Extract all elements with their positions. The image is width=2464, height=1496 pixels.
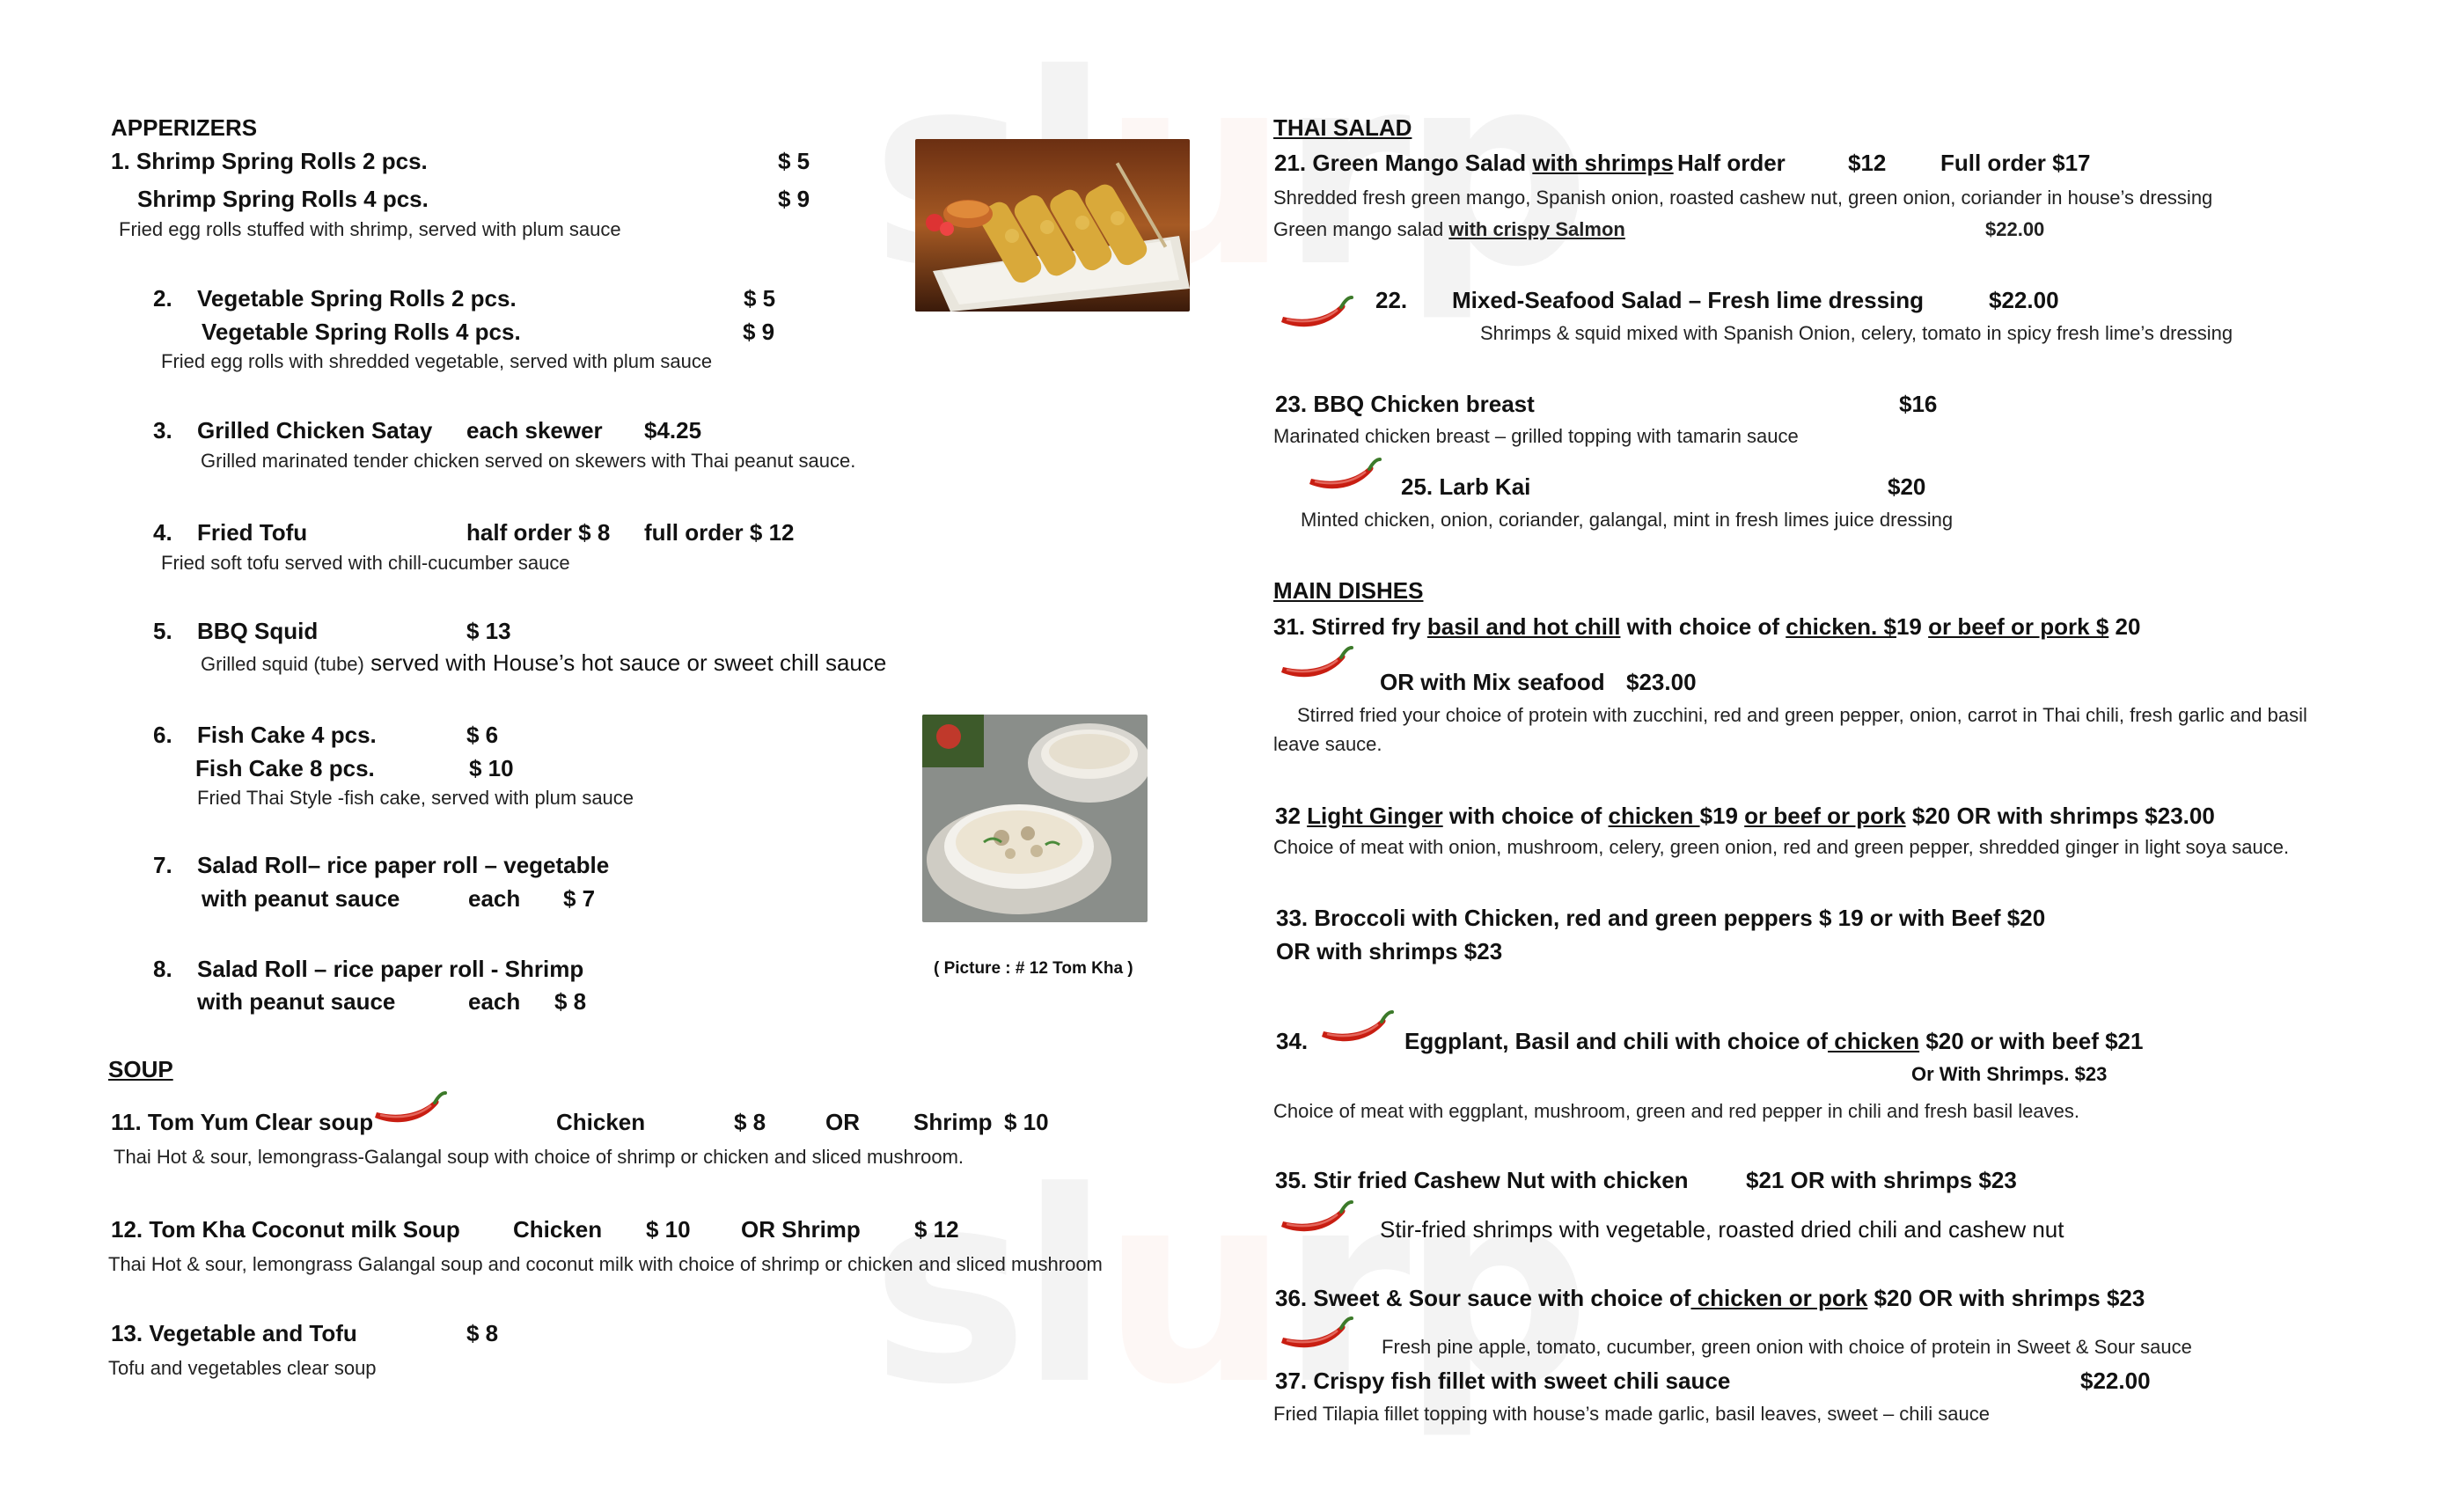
- menu-item-name: 13. Vegetable and Tofu: [111, 1320, 357, 1346]
- menu-item-price: $ 7: [563, 885, 596, 912]
- menu-item-name-part: with choice of: [1442, 803, 1609, 829]
- menu-item-price: $ 10: [1004, 1109, 1049, 1135]
- menu-item-price: $ 12: [914, 1216, 959, 1243]
- menu-item-price: $16: [1899, 391, 1938, 417]
- menu-item-description: Thai Hot & sour, lemongrass Galangal soup and coconut milk with choice of shrimp or chicken and sliced mushroom: [108, 1253, 1103, 1275]
- menu-item-name: Salad Roll – rice paper roll - Shrimp: [197, 956, 584, 982]
- menu-item-option: Chicken: [556, 1109, 646, 1135]
- menu-item-name-part: 31. Stirred fry: [1273, 613, 1427, 640]
- menu-item-variant: [1273, 218, 1625, 241]
- menu-item-price: $ 6: [466, 722, 499, 748]
- menu-item-name-part: with choice of: [1620, 613, 1786, 640]
- menu-item-option: Or With Shrimps. $23: [1911, 1063, 2108, 1085]
- menu-item-number: 34.: [1276, 1028, 1309, 1054]
- menu-item-name-part: Light Ginger: [1307, 803, 1443, 829]
- menu-item-description: Fried Thai Style -fish cake, served with plum sauce: [197, 787, 634, 809]
- chili-pepper-icon: [1276, 292, 1355, 336]
- menu-item-name-part: or beef or pork: [1744, 803, 1906, 829]
- section-heading-thai-salad: THAI SALAD: [1273, 114, 1412, 141]
- menu-item-description: Shredded fresh green mango, Spanish onion, roasted cashew nut, green onion, coriander in house’s dressing: [1273, 187, 2213, 209]
- menu-item-price: $23.00: [1626, 669, 1697, 695]
- menu-item-price: $22.00: [2080, 1368, 2151, 1394]
- menu-item-price: $ 8: [734, 1109, 766, 1135]
- menu-item-name: Fish Cake 4 pcs.: [197, 722, 377, 748]
- menu-item-description: Fried egg rolls with shredded vegetable, served with plum sauce: [161, 350, 713, 372]
- menu-item-price: $ 8: [554, 988, 587, 1015]
- menu-item-name-part: chicken. $: [1786, 613, 1896, 640]
- menu-item-description: Fried egg rolls stuffed with shrimp, served with plum sauce: [119, 218, 621, 240]
- menu-item-name-part: $19: [1699, 803, 1745, 829]
- menu-item-name: Shrimp Spring Rolls 4 pcs.: [137, 186, 429, 212]
- menu-item-name: [1274, 150, 1674, 177]
- section-heading-soup: SOUP: [108, 1056, 173, 1082]
- menu-item-price: $ 5: [778, 148, 810, 174]
- menu-item-option: OR Shrimp: [741, 1216, 861, 1243]
- section-heading-main-dishes: MAIN DISHES: [1273, 577, 1424, 604]
- menu-item-description: leave sauce.: [1273, 733, 1382, 755]
- menu-item-price: $4.25: [644, 417, 702, 444]
- menu-item-description: Choice of meat with eggplant, mushroom, green and red pepper in chili and fresh basil leaves.: [1273, 1100, 2079, 1122]
- menu-item-name-part: 21. Green Mango Salad: [1274, 150, 1533, 176]
- menu-item-description: Tofu and vegetables clear soup: [108, 1357, 377, 1379]
- menu-item-name: 33. Broccoli with Chicken, red and green peppers $ 19 or with Beef $20: [1276, 905, 2046, 931]
- menu-item-name-part: chicken: [1608, 803, 1700, 829]
- menu-item-description: Marinated chicken breast – grilled topping with tamarin sauce: [1273, 425, 1799, 447]
- menu-item-price-full: full order $ 12: [644, 519, 795, 546]
- menu-item-name: Vegetable Spring Rolls 4 pcs.: [202, 319, 521, 345]
- menu-item-name: 37. Crispy fish fillet with sweet chili sauce: [1275, 1368, 1731, 1394]
- menu-item-number: 22.: [1375, 287, 1408, 313]
- menu-item-name: BBQ Squid: [197, 618, 319, 644]
- menu-item-name: 25. Larb Kai: [1401, 473, 1531, 500]
- chili-pepper-icon: [1316, 1007, 1396, 1051]
- menu-item-name: [1275, 1285, 2145, 1312]
- chili-pepper-icon: [1304, 454, 1383, 498]
- menu-item-number: 5.: [153, 618, 172, 644]
- menu-item-name-part: 19: [1896, 613, 1929, 640]
- menu-item-description: Stirred fried your choice of protein with zucchini, red and green pepper, onion, carrot in Thai chili, fresh garlic and basil: [1297, 704, 2307, 726]
- menu-item-description: Fried soft tofu served with chill-cucumber sauce: [161, 552, 570, 574]
- menu-item-name: 35. Stir fried Cashew Nut with chicken: [1275, 1167, 1689, 1193]
- menu-item-description: Grilled marinated tender chicken served on skewers with Thai peanut sauce.: [201, 450, 856, 472]
- menu-item-description: Stir-fried shrimps with vegetable, roasted dried chili and cashew nut: [1380, 1216, 2064, 1243]
- menu-item-number: 8.: [153, 956, 172, 982]
- menu-item-name: Fish Cake 8 pcs.: [195, 755, 375, 781]
- menu-item-description: Choice of meat with onion, mushroom, celery, green onion, red and green pepper, shredded ginger in light soya sauce.: [1273, 836, 2290, 858]
- menu-item-number: 3.: [153, 417, 172, 444]
- menu-item-price: $ 9: [743, 319, 775, 345]
- menu-item-name-part: $20 OR with shrimps $23.00: [1905, 803, 2215, 829]
- menu-item-name: 23. BBQ Chicken breast: [1275, 391, 1535, 417]
- menu-item-name: with peanut sauce: [197, 988, 396, 1015]
- menu-item-name: Vegetable Spring Rolls 2 pcs.: [197, 285, 517, 312]
- chili-pepper-icon: [370, 1088, 449, 1132]
- menu-item-name: [1404, 1028, 2143, 1055]
- menu-item-name-part: 20: [2108, 613, 2141, 640]
- menu-item-number: 4.: [153, 519, 172, 546]
- menu-item-name-part: basil and hot chill: [1426, 613, 1621, 640]
- menu-item-name-part: with shrimps: [1532, 150, 1674, 176]
- menu-item-name-part: chicken: [1828, 1028, 1920, 1054]
- menu-item-name: with peanut sauce: [202, 885, 400, 912]
- menu-item-name: Mixed-Seafood Salad – Fresh lime dressing: [1452, 287, 1925, 313]
- menu-item-name-part: $20 OR with shrimps $23: [1867, 1285, 2145, 1311]
- menu-item-price: $20: [1888, 473, 1926, 500]
- chili-pepper-icon: [1276, 642, 1355, 686]
- menu-item-name: Fried Tofu: [197, 519, 308, 546]
- menu-item-price: $ 9: [778, 186, 810, 212]
- menu-item-number: 6.: [153, 722, 172, 748]
- menu-item-name: Grilled Chicken Satay: [197, 417, 433, 444]
- menu-item-unit: each skewer: [466, 417, 603, 444]
- menu-item-description: [201, 649, 886, 677]
- menu-item-name-part: $20 or with beef $21: [1919, 1028, 2144, 1054]
- menu-item-name-part: chicken or pork: [1690, 1285, 1868, 1311]
- menu-item-name: 11. Tom Yum Clear soup: [111, 1109, 374, 1135]
- menu-item-description: Shrimps & squid mixed with Spanish Onion, celery, tomato in spicy fresh lime’s dressing: [1480, 322, 2233, 344]
- menu-item-name: Salad Roll– rice paper roll – vegetable: [197, 852, 610, 878]
- menu-item-option: Half order: [1677, 150, 1786, 176]
- menu-item-name: [1275, 803, 2215, 830]
- menu-item-description: Minted chicken, onion, coriander, galangal, mint in fresh limes juice dressing: [1301, 509, 1954, 531]
- menu-item-variant-part: Green mango salad: [1273, 218, 1449, 240]
- menu-item-unit: each: [468, 988, 521, 1015]
- menu-item-price: $ 5: [744, 285, 776, 312]
- menu-item-name-part: Eggplant, Basil and chili with choice of: [1404, 1028, 1829, 1054]
- menu-item-name-part: or beef or pork $: [1928, 613, 2109, 640]
- menu-item-option: Chicken: [513, 1216, 603, 1243]
- menu-item-name: 1. Shrimp Spring Rolls 2 pcs.: [111, 148, 428, 174]
- menu-item-name-part: 36. Sweet & Sour sauce with choice of: [1275, 1285, 1691, 1311]
- menu-item-description: Fried Tilapia fillet topping with house’s made garlic, basil leaves, sweet – chili sauce: [1273, 1403, 1991, 1425]
- menu-item-name-part: 32: [1275, 803, 1308, 829]
- menu-item-price: $ 10: [646, 1216, 691, 1243]
- section-heading-appetizers: APPERIZERS: [111, 114, 258, 141]
- menu-item-price-half: half order $ 8: [466, 519, 611, 546]
- menu-item-price: $ 13: [466, 618, 511, 644]
- menu-item-description: Fresh pine apple, tomato, cucumber, green onion with choice of protein in Sweet & Sour sauce: [1382, 1336, 2192, 1358]
- description-part: Grilled squid (tube): [201, 653, 364, 675]
- description-part: served with House’s hot sauce or sweet chill sauce: [363, 649, 887, 676]
- menu-item-option: Full order $17: [1940, 150, 2091, 176]
- menu-item-option: Shrimp: [913, 1109, 993, 1135]
- menu-item-price: $21 OR with shrimps $23: [1746, 1167, 2017, 1193]
- menu-item-name: [1273, 613, 2140, 641]
- menu-item-option: OR with Mix seafood: [1380, 669, 1605, 695]
- menu-item-price: $22.00: [1989, 287, 2059, 313]
- satay-photo: [915, 139, 1190, 312]
- menu-item-price: $22.00: [1985, 218, 2045, 240]
- menu-item-number: 7.: [153, 852, 172, 878]
- picture-caption: ( Picture : # 12 Tom Kha ): [934, 959, 1133, 978]
- menu-item-variant-part: with crispy Salmon: [1448, 218, 1625, 240]
- menu-item-or: OR: [825, 1109, 860, 1135]
- menu-item-price: $ 8: [466, 1320, 499, 1346]
- menu-item-price: $12: [1848, 150, 1887, 176]
- menu-item-description: Thai Hot & sour, lemongrass-Galangal soup with choice of shrimp or chicken and sliced mushroom.: [114, 1146, 964, 1168]
- menu-item-price: $ 10: [469, 755, 514, 781]
- menu-item-unit: each: [468, 885, 521, 912]
- menu-item-name: 12. Tom Kha Coconut milk Soup: [111, 1216, 460, 1243]
- menu-item-number: 2.: [153, 285, 172, 312]
- menu-item-name: OR with shrimps $23: [1276, 938, 1503, 964]
- chili-pepper-icon: [1276, 1313, 1355, 1357]
- chili-pepper-icon: [1276, 1197, 1355, 1241]
- tom-kha-photo: [922, 715, 1148, 922]
